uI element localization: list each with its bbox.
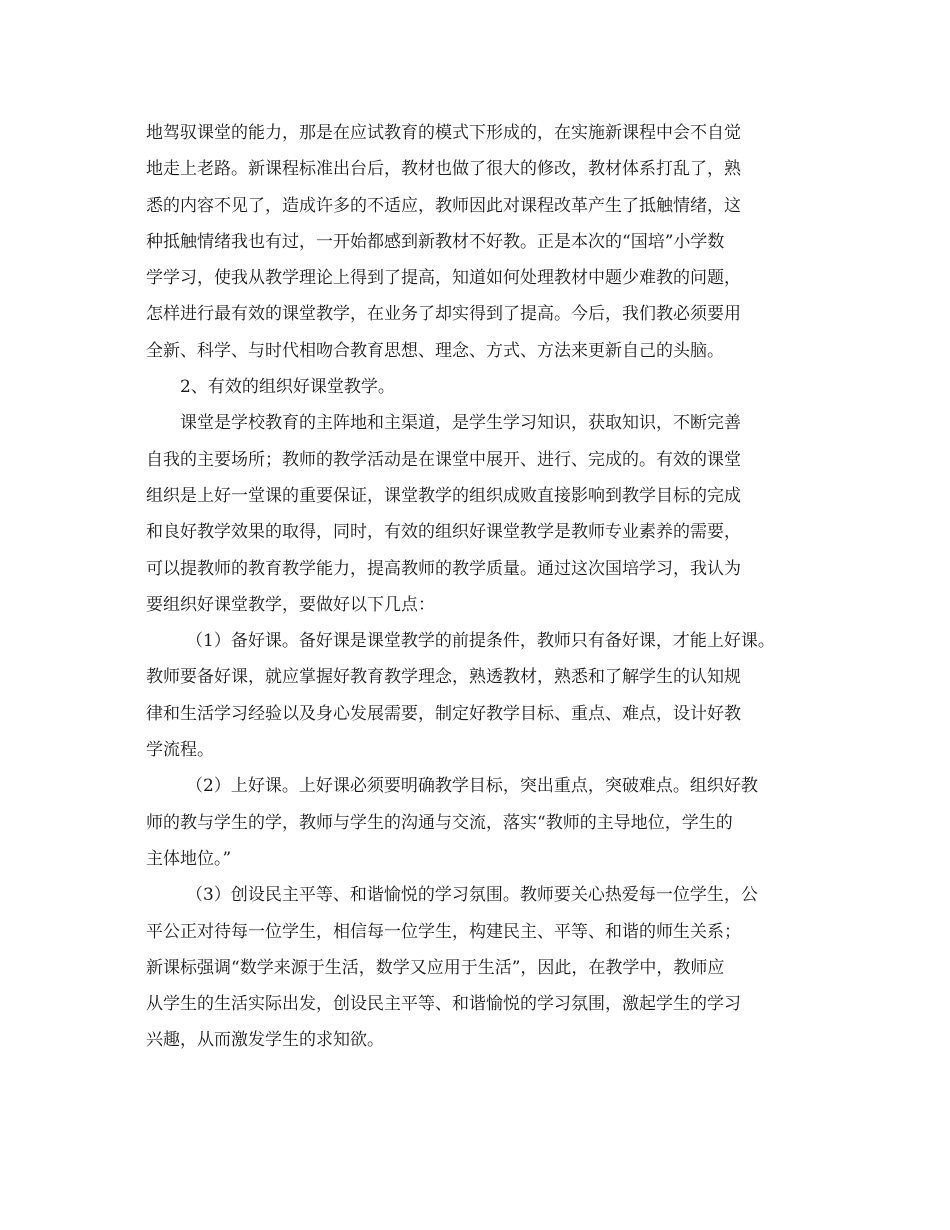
text-line: 组织是上好一堂课的重要保证，课堂教学的组织成败直接影响到教学目标的完成 [146, 485, 741, 506]
text-line: 地走上老路。新课程标准出台后，教材也做了很大的修改，教材体系打乱了，熟 [146, 159, 741, 180]
text-line: 律和生活学习经验以及身心发展需要，制定好教学目标、重点、难点，设计好教 [146, 703, 741, 724]
text-line: 从学生的生活实际出发，创设民主平等、和谐愉悦的学习氛围，激起学生的学习 [146, 994, 741, 1015]
text-line: 新课标强调“数学来源于生活，数学又应用于生活”，因此，在教学中，教师应 [146, 957, 725, 978]
text-line: 平公正对待每一位学生，相信每一位学生，构建民主、平等、和谐的师生关系； [146, 921, 741, 942]
body-text [146, 115, 826, 1059]
text-line: 主体地位。” [146, 848, 232, 869]
text-line: 可以提教师的教育教学能力，提高教师的教学质量。通过这次国培学习，我认为 [146, 558, 741, 579]
text-line: 怎样进行最有效的课堂教学，在业务了却实得到了提高。今后，我们教必须要用 [146, 304, 741, 325]
text-line: 兴趣，从而激发学生的求知欲。 [146, 1030, 384, 1051]
text-line: 要组织好课堂教学，要做好以下几点： [146, 594, 435, 615]
list-item-start: （2）上好课。上好课必须要明确教学目标，突出重点，突破难点。组织好教 [186, 776, 758, 797]
section-heading: 2、有效的组织好课堂教学。 [180, 377, 395, 398]
text-line: 悉的内容不见了，造成许多的不适应，教师因此对课程改革产生了抵触情绪，这 [146, 195, 741, 216]
text-line: 和良好教学效果的取得，同时，有效的组织好课堂教学是教师专业素养的需要， [146, 522, 741, 543]
text-line: 全新、科学、与时代相吻合教育思想、理念、方式、方法来更新自己的头脑。 [146, 340, 724, 361]
text-line: 学流程。 [146, 740, 214, 761]
text-line: 种抵触情绪我也有过，一开始都感到新教材不好教。正是本次的“国培”小学数 [146, 231, 725, 252]
text-line: 学学习，使我从教学理论上得到了提高，知道如何处理教材中题少难教的问题， [146, 268, 741, 289]
text-line: 教师要备好课，就应掌握好教育教学理念，熟透教材，熟悉和了解学生的认知规 [146, 667, 741, 688]
paragraph-start: 课堂是学校教育的主阵地和主渠道，是学生学习知识，获取知识，不断完善 [180, 413, 741, 434]
list-item-start: （1）备好课。备好课是课堂教学的前提条件，教师只有备好课，才能上好课。 [186, 631, 775, 652]
text-line: 师的教与学生的学，教师与学生的沟通与交流，落实“教师的主导地位，学生的 [146, 812, 733, 833]
list-item-start: （3）创设民主平等、和谐愉悦的学习氛围。教师要关心热爱每一位学生，公 [186, 885, 758, 906]
text-line: 地驾驭课堂的能力，那是在应试教育的模式下形成的，在实施新课程中会不自觉 [146, 123, 741, 143]
text-line: 自我的主要场所；教师的教学活动是在课堂中展开、进行、完成的。有效的课堂 [146, 449, 741, 470]
